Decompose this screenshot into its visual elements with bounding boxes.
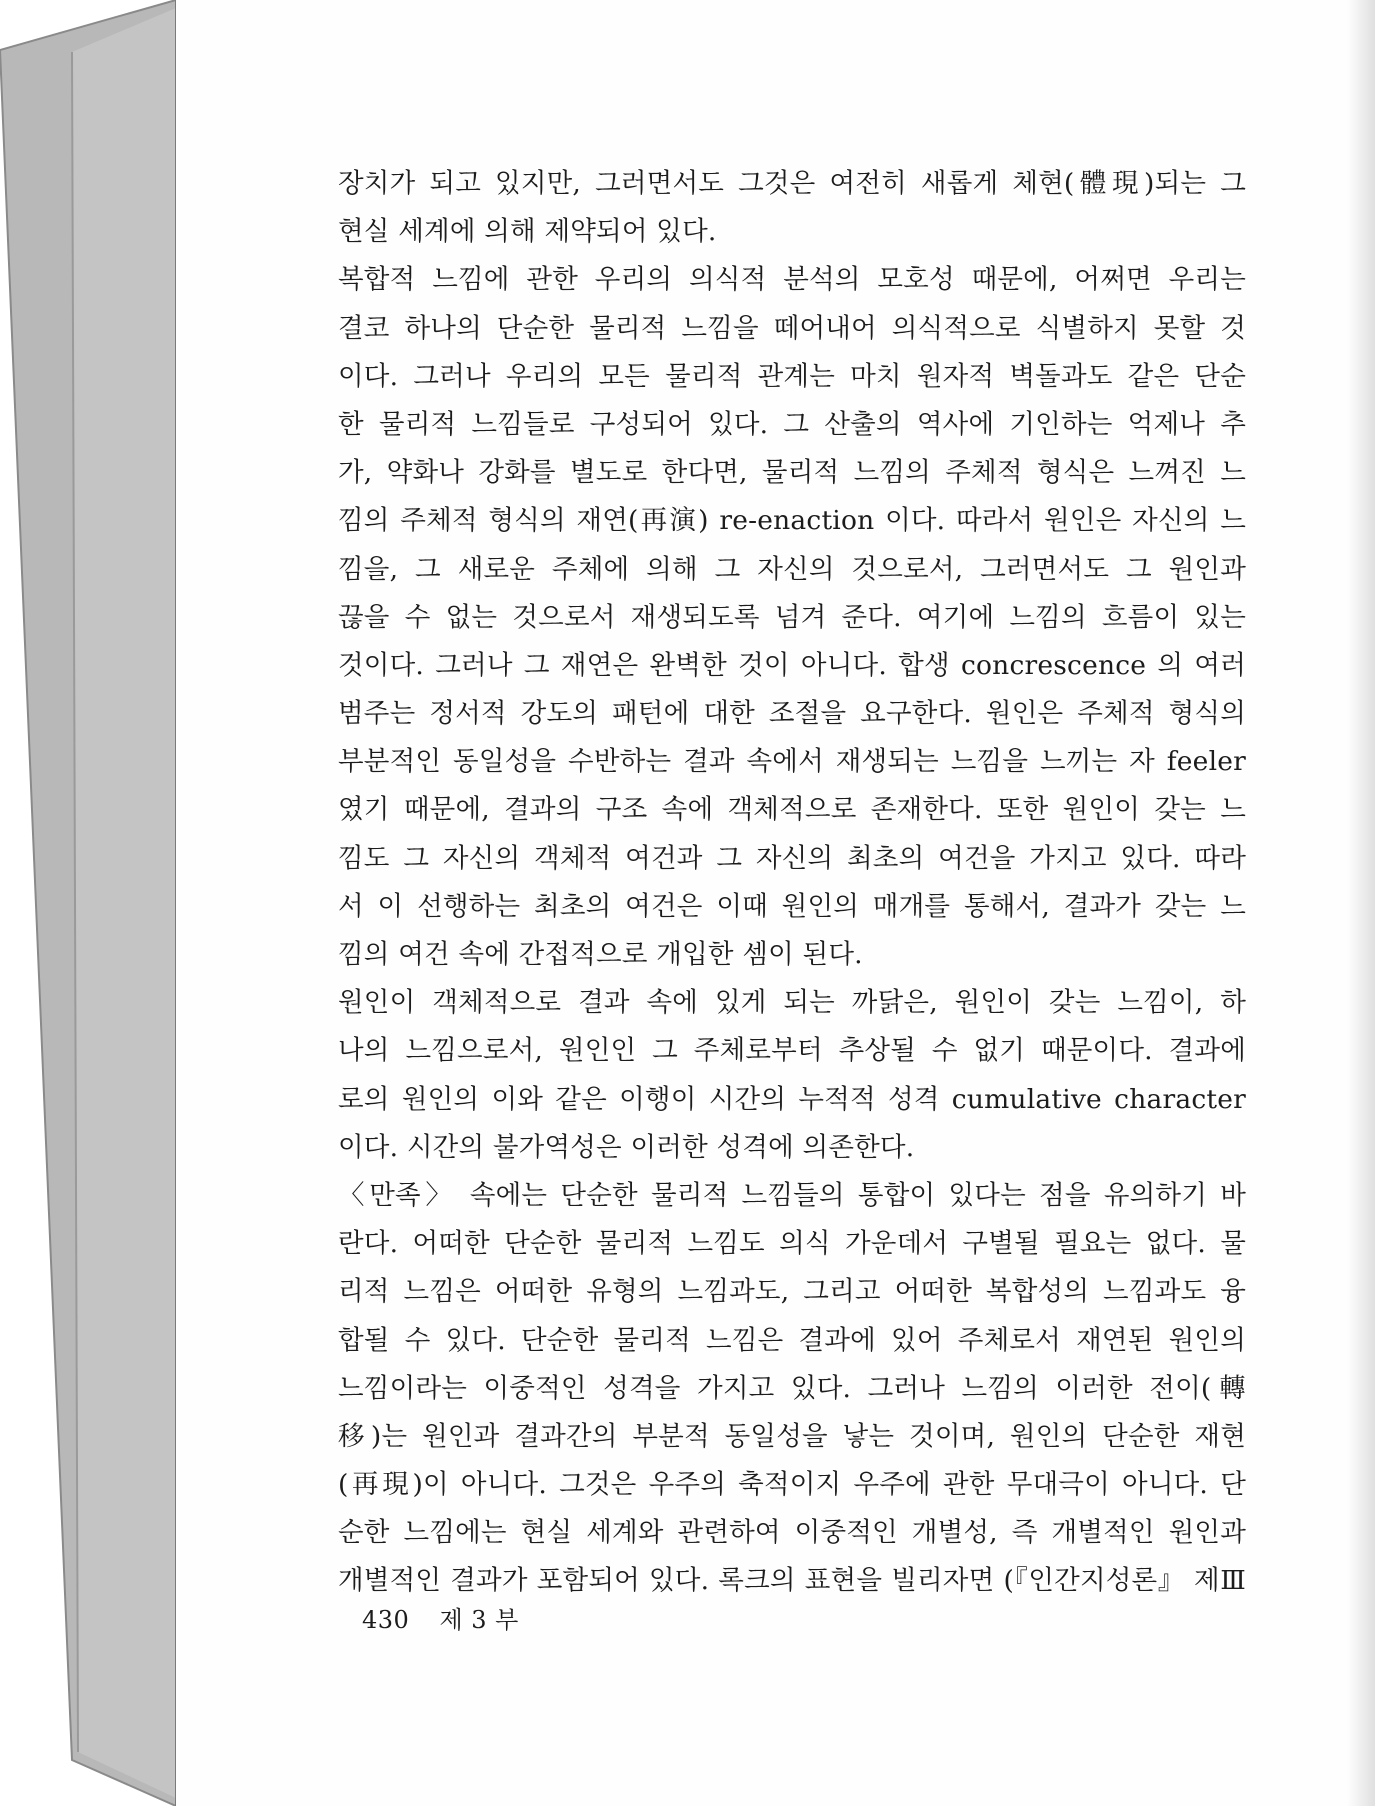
text-line: 이다. 시간의 불가역성은 이러한 성격에 의존한다. xyxy=(338,1131,915,1163)
text-line: 낌의 여건 속에 간접적으로 개입한 셈이 된다. xyxy=(338,939,863,970)
text-line: 移)는 원인과 결과간의 부분적 동일성을 낳는 것이며, 원인의 단순한 재현 xyxy=(338,1420,1246,1452)
text-line: 〈만족〉 속에는 단순한 물리적 느낌들의 통합이 있다는 점을 유의하기 바 xyxy=(338,1179,1246,1211)
text-line: 였기 때문에, 결과의 구조 속에 객체적으로 존재한다. 또한 원인이 갖는 느 xyxy=(338,794,1246,826)
text-line: 원인이 객체적으로 결과 속에 있게 되는 까닭은, 원인이 갖는 느낌이, 하 xyxy=(338,987,1246,1019)
text-line: 리적 느낌은 어떠한 유형의 느낌과도, 그리고 어떠한 복합성의 느낌과도 융 xyxy=(338,1276,1246,1308)
text-line: 낌을, 그 새로운 주체에 의해 그 자신의 것으로서, 그러면서도 그 원인과 xyxy=(338,553,1246,585)
text-line: 한 물리적 느낌들로 구성되어 있다. 그 산출의 역사에 기인하는 억제나 추 xyxy=(338,408,1246,440)
text-line: 낌의 주체적 형식의 재연(再演) re-enaction 이다. 따라서 원인은 자신의 느 xyxy=(338,505,1246,537)
body-text xyxy=(338,160,1246,1606)
text-line: 가, 약화나 강화를 별도로 한다면, 물리적 느낌의 주체적 형식은 느껴진 느 xyxy=(338,457,1246,489)
text-line: 이다. 그러나 우리의 모든 물리적 관계는 마치 원자적 벽돌과도 같은 단순 xyxy=(338,360,1246,392)
text-line: 합될 수 있다. 단순한 물리적 느낌은 결과에 있어 주체로서 재연된 원인의 xyxy=(338,1324,1246,1356)
text-line: 낌도 그 자신의 객체적 여건과 그 자신의 최초의 여건을 가지고 있다. 따라 xyxy=(338,842,1246,874)
text-line: 순한 느낌에는 현실 세계와 관련하여 이중적인 개별성, 즉 개별적인 원인과 xyxy=(338,1517,1246,1549)
section-label: 제 3 부 xyxy=(439,1606,519,1634)
text-line: 부분적인 동일성을 수반하는 결과 속에서 재생되는 느낌을 느끼는 자 feeler xyxy=(338,746,1246,778)
page-footer xyxy=(362,1600,541,1635)
page-number: 430 xyxy=(362,1606,410,1634)
text-line: 결코 하나의 단순한 물리적 느낌을 떼어내어 의식적으로 식별하지 못할 것 xyxy=(338,312,1246,344)
text-line: 끊을 수 없는 것으로서 재생되도록 넘겨 준다. 여기에 느낌의 흐름이 있는 xyxy=(338,601,1246,633)
text-line: 란다. 어떠한 단순한 물리적 느낌도 의식 가운데서 구별될 필요는 없다. 물 xyxy=(338,1228,1246,1260)
text-line: 나의 느낌으로서, 원인인 그 주체로부터 추상될 수 없기 때문이다. 결과에 xyxy=(338,1035,1246,1067)
text-line: 서 이 선행하는 최초의 여건은 이때 원인의 매개를 통해서, 결과가 갖는 느 xyxy=(338,890,1246,922)
text-line: 것이다. 그러나 그 재연은 완벽한 것이 아니다. 합생 concrescence 의 여러 xyxy=(338,649,1246,681)
text-line: 복합적 느낌에 관한 우리의 의식적 분석의 모호성 때문에, 어쩌면 우리는 xyxy=(338,264,1246,296)
text-line: 현실 세계에 의해 제약되어 있다. xyxy=(338,216,717,248)
text-line: 범주는 정서적 강도의 패턴에 대한 조절을 요구한다. 원인은 주체적 형식의 xyxy=(338,698,1246,730)
text-line: 느낌이라는 이중적인 성격을 가지고 있다. 그러나 느낌의 이러한 전이(轉 xyxy=(338,1372,1246,1404)
text-line: 개별적인 결과가 포함되어 있다. 록크의 표현을 빌리자면 (『인간지성론』 제Ⅲ xyxy=(338,1565,1246,1597)
text-line: (再現)이 아니다. 그것은 우주의 축적이지 우주에 관한 무대극이 아니다. 단 xyxy=(338,1469,1246,1501)
page-edge-shadow xyxy=(1347,0,1375,1806)
text-line: 장치가 되고 있지만, 그러면서도 그것은 여전히 새롭게 체현(體現)되는 그 xyxy=(338,168,1246,199)
text-line: 로의 원인의 이와 같은 이행이 시간의 누적적 성격 cumulative character xyxy=(338,1083,1246,1115)
